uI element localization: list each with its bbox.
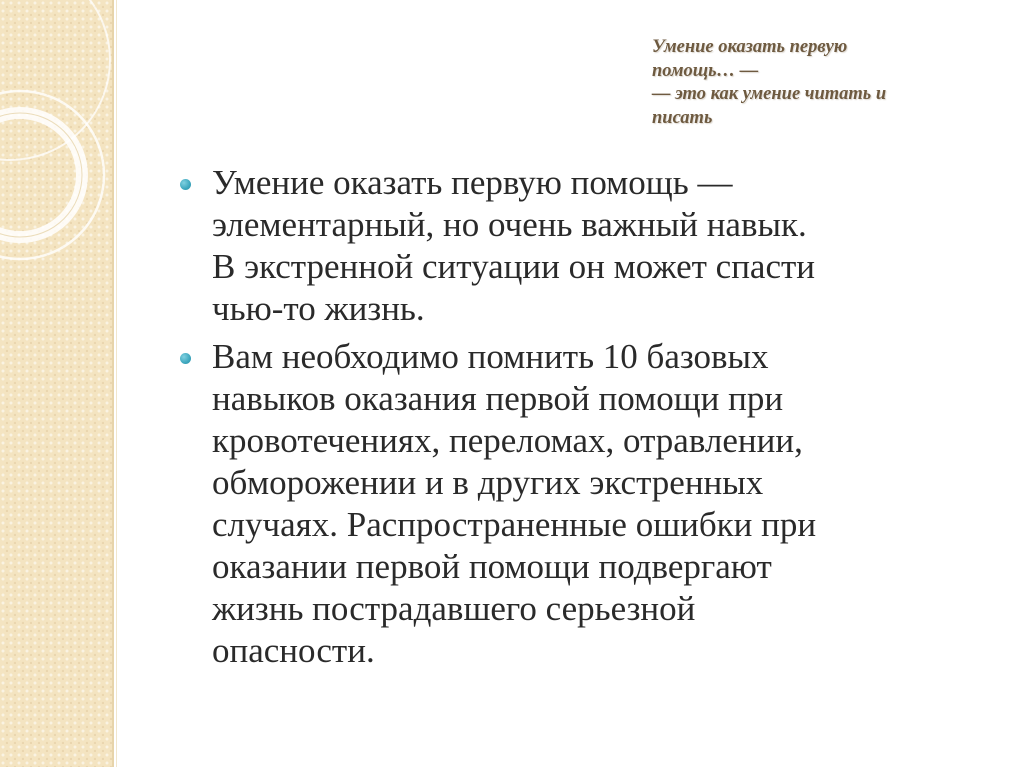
bullet-line: Умение оказать первую помощь — bbox=[212, 163, 733, 202]
bullet-line: навыков оказания первой помощи при bbox=[212, 379, 784, 418]
bullet-line: чью-то жизнь. bbox=[212, 289, 425, 328]
bullet-line: опасности. bbox=[212, 631, 375, 670]
bullet-line: кровотечениях, переломах, отравлении, bbox=[212, 421, 803, 460]
slide-subtitle bbox=[652, 36, 992, 130]
bullet-line: оказании первой помощи подвергают bbox=[212, 547, 772, 586]
subtitle-line: — это как умение читать и bbox=[652, 84, 887, 104]
bullet-line: случаях. Распространенные ошибки при bbox=[212, 505, 817, 544]
subtitle-line: Умение оказать первую bbox=[652, 37, 848, 57]
bullet-text bbox=[212, 162, 988, 330]
round-bullet-icon bbox=[180, 179, 191, 190]
subtitle-line: помощь… — bbox=[652, 60, 759, 81]
bullet-text bbox=[212, 336, 988, 672]
subtitle-line: писать bbox=[652, 107, 713, 128]
bullet-item bbox=[178, 162, 988, 330]
side-pattern-band bbox=[0, 0, 112, 767]
round-bullet-icon bbox=[180, 353, 191, 364]
side-divider-line bbox=[112, 0, 114, 767]
bullet-item bbox=[178, 336, 988, 672]
bullet-list bbox=[178, 162, 988, 678]
bullet-line: Вам необходимо помнить 10 базовых bbox=[212, 337, 769, 376]
bullet-line: жизнь пострадавшего серьезной bbox=[212, 589, 696, 628]
bullet-line: В экстренной ситуации он может спасти bbox=[212, 247, 816, 286]
side-divider-line-thin bbox=[116, 0, 117, 767]
bullet-line: обморожении и в других экстренных bbox=[212, 463, 764, 502]
bullet-line: элементарный, но очень важный навык. bbox=[212, 205, 807, 244]
